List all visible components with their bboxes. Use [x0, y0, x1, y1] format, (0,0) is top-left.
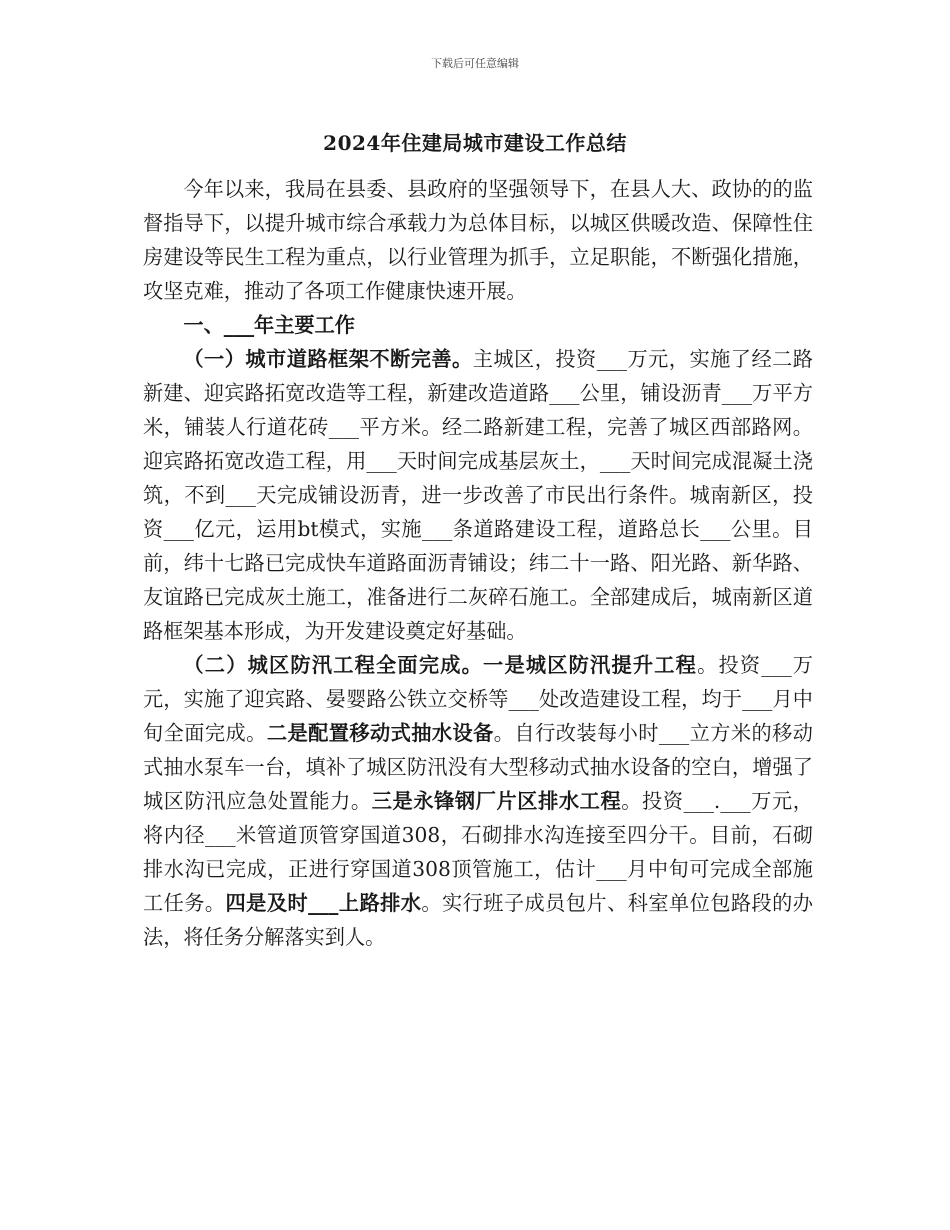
flood-point-4-heading: 四是及时___上路排水: [225, 891, 422, 915]
paragraph-roads: [143, 342, 813, 648]
flood-heading: （二）城区防汛工程全面完成。: [183, 653, 484, 677]
roads-heading: （一）城市道路框架不断完善。: [183, 347, 473, 371]
section-heading: 一、___年主要工作: [183, 313, 355, 337]
flood-point-4-text: 。实行班子成员包片、科室单位包路段的办法，将任务分解落实到人。: [143, 891, 813, 949]
flood-point-1-heading: 一是城区防汛提升工程: [483, 653, 698, 677]
flood-point-2-heading: 二是配置移动式抽水设备: [266, 721, 494, 745]
document-body: [143, 172, 813, 954]
flood-point-2-text: 。自行改装每小时___立方米的移动式抽水泵车一台，填补了城区防汛没有大型移动式抽水设备的空白，增强了城区防汛应急处置能力。: [143, 721, 813, 813]
intro-paragraph: 今年以来，我局在县委、县政府的坚强领导下，在县人大、政协的的监督指导下，以提升城市综合承载力为总体目标，以城区供暖改造、保障性住房建设等民生工程为重点，以行业管理为抓手，立足职能，不断强化措施，攻坚克难，推动了各项工作健康快速开展。: [143, 177, 813, 303]
page-header-note: 下载后可任意编辑: [431, 57, 519, 70]
roads-text: 主城区，投资___万元，实施了经二路新建、迎宾路拓宽改造等工程，新建改造道路___公里，铺设沥青___万平方米，铺装人行道花砖___平方米。经二路新建工程，完善了城区西部路网。迎宾路拓宽改造工程，用___天时间完成基层灰土，___天时间完成混凝土浇筑，不到___天完成铺设沥青，进一步改善了市民出行条件。城南新区，投资___亿元，运用bt模式，实施___条道路建设工程，道路总长___公里。目前，纬十七路已完成快车道路面沥青铺设；纬二十一路、阳光路、新华路、友谊路已完成灰土施工，准备进行二灰碎石施工。全部建成后，城南新区道路框架基本形成，为开发建设奠定好基础。: [143, 347, 813, 643]
flood-point-3-text: 。投资___.___万元，将内径___米管道顶管穿国道308，石砌排水沟连接至四分干。目前，石砌排水沟已完成，正进行穿国道308顶管施工，估计___月中旬可完成全部施工任务。: [143, 789, 813, 915]
document-title: 2024年住建局城市建设工作总结: [323, 131, 627, 155]
paragraph-flood: [143, 648, 813, 954]
flood-point-3-heading: 三是永锋钢厂片区排水工程: [371, 789, 622, 813]
flood-point-1-text: 。投资___万元，实施了迎宾路、晏婴路公铁立交桥等___处改造建设工程，均于___月中旬全面完成。: [143, 653, 813, 745]
